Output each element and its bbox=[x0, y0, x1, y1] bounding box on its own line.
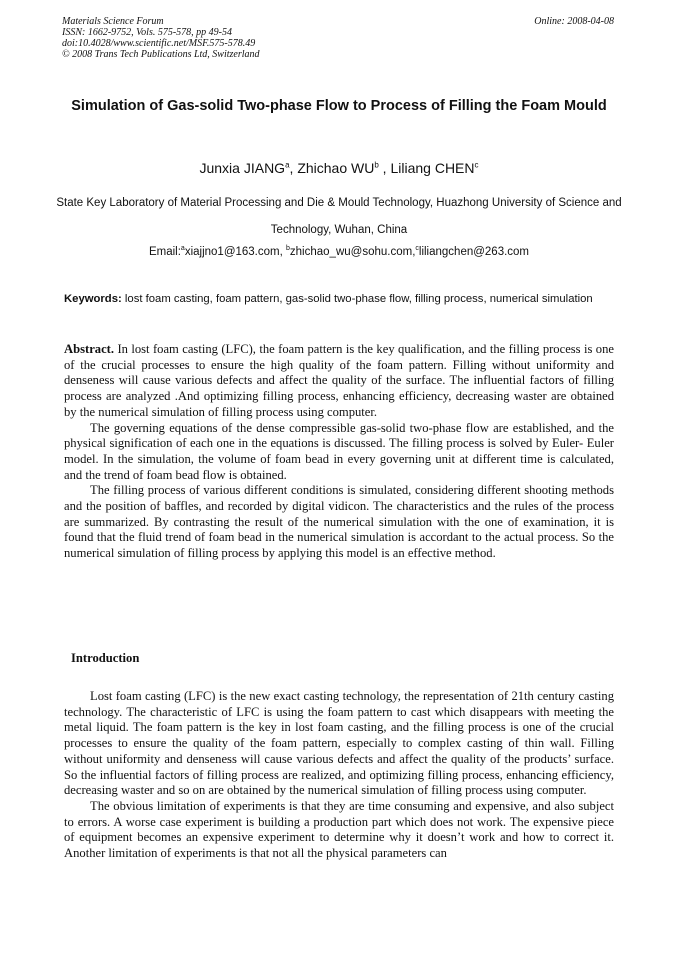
author-sep: , bbox=[289, 160, 298, 176]
copyright-line: © 2008 Trans Tech Publications Ltd, Switzerland bbox=[62, 49, 260, 60]
author-name: Junxia JIANG bbox=[199, 160, 286, 176]
author-sup: a bbox=[285, 160, 290, 170]
abstract-paragraph bbox=[64, 342, 614, 421]
journal-name: Materials Science Forum bbox=[62, 16, 164, 27]
keywords bbox=[64, 290, 614, 308]
online-date: Online: 2008-04-08 bbox=[534, 16, 614, 27]
email-sep: , bbox=[412, 245, 416, 258]
abstract bbox=[64, 342, 614, 562]
email-link[interactable]: liliangchen@263.com bbox=[418, 245, 530, 258]
email-prefix: Email: bbox=[148, 245, 181, 258]
email-link[interactable]: xiajjno1@163.com bbox=[184, 245, 280, 258]
author-name: Liliang CHEN bbox=[390, 160, 475, 176]
intro-paragraph: The obvious limitation of experiments is that they are time consuming and expensive, and also subject to errors. A worse case experiment is building a production part which does not work. The expensive piece of equipment becomes an expensive experiment to determine why it doesn’t work and how to correct it. Another limitation of experiments is that not all the physical parameters can bbox=[64, 798, 614, 861]
abstract-text: In lost foam casting (LFC), the foam pattern is the key qualification, and the filling process is one of the crucial processes to ensure the high quality of the foam pattern. Filling without uniformity and denseness will cause various defects and affect the quality of the surface. The influential factors of filling process are analyzed .And optimizing filling process, enhancing efficiency, decreasing waster are obtained by the numerical simulation of filling process using computer. bbox=[64, 342, 614, 419]
email-sup: c bbox=[415, 245, 419, 252]
author-sup: c bbox=[474, 160, 479, 170]
issn-line: ISSN: 1662-9752, Vols. 575-578, pp 49-54 bbox=[62, 27, 232, 38]
author-sup: b bbox=[374, 160, 379, 170]
abstract-label: Abstract. bbox=[64, 342, 115, 356]
email-link[interactable]: zhichao_wu@sohu.com bbox=[289, 245, 413, 258]
doi-line: doi:10.4028/www.scientific.net/MSF.575-578.49 bbox=[62, 38, 256, 49]
abstract-paragraph: The governing equations of the dense compressible gas-solid two-phase flow are established, and the physical signification of each one in the equations is discussed. The filling process is solved by Euler- Euler model. In the simulation, the volume of foam bead in every governing unit at different time is calculated, and the trend of foam bead flow is obtained. bbox=[64, 420, 614, 482]
paper-title: Simulation of Gas-solid Two-phase Flow to Process of Filling the Foam Mould bbox=[71, 98, 607, 114]
email-line bbox=[40, 245, 638, 258]
email-sup: a bbox=[180, 245, 185, 252]
author-name: Zhichao WU bbox=[297, 160, 375, 176]
email-sup: b bbox=[286, 245, 290, 252]
author-sep: , bbox=[378, 160, 391, 176]
section-heading: Introduction bbox=[71, 651, 140, 665]
email-sep: , bbox=[279, 245, 286, 258]
keywords-text: lost foam casting, foam pattern, gas-solid two-phase flow, filling process, numerical simulation bbox=[124, 293, 593, 305]
introduction bbox=[64, 689, 614, 862]
affiliation: State Key Laboratory of Material Processing and Die & Mould Technology, Huazhong University of Science and Technology, Wuhan, China bbox=[56, 197, 622, 236]
abstract-paragraph: The filling process of various different conditions is simulated, considering different shooting methods and the position of baffles, and recorded by digital vidicon. The characteristics and the rules of the process are summarized. By contrasting the result of the numerical simulation with the one of examination, it is found that the fluid trend of foam bead in the numerical simulation is accordant to the actual process. So the numerical simulation of filling process by applying this model is an effective method. bbox=[64, 483, 614, 561]
author-list bbox=[40, 160, 638, 176]
intro-paragraph: Lost foam casting (LFC) is the new exact casting technology, the representation of 21th century casting technology. The characteristic of LFC is using the foam pattern to cast which disappears with meeting the metal liquid. The foam pattern is the key in lost foam casting, and the filling process is one of the crucial processes to ensure the quality of the foam pattern, especially to complex casting of thin wall. Filling without uniformity and denseness will cause various defects and affect the quality of the products’ surface. So the influential factors of filling process are realized, and optimizing filling process, enhancing efficiency, decreasing waster and so on are obtained by the numerical simulation of filling process using computer. bbox=[64, 689, 614, 798]
journal-header bbox=[62, 16, 260, 60]
keywords-label: Keywords: bbox=[64, 293, 122, 305]
